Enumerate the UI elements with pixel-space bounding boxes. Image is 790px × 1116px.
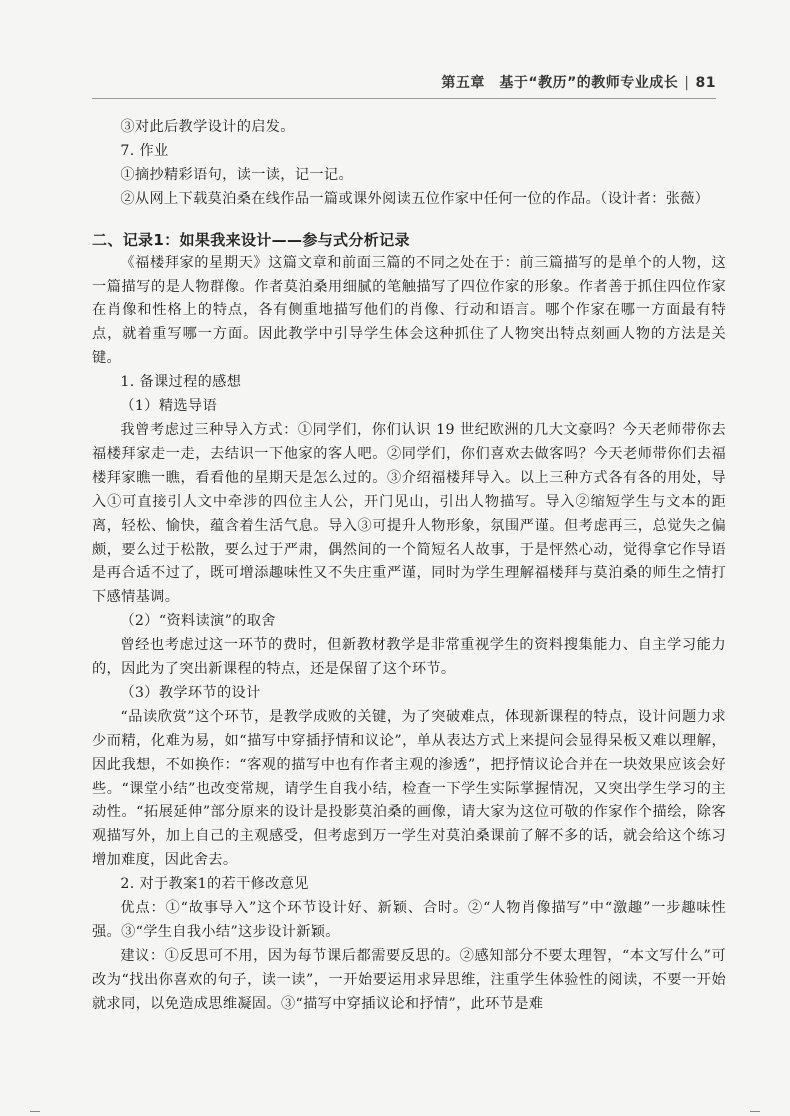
paragraph: 建议：①反思可不用，因为每节课后都需要反思的。②感知部分不要太理智，“本文写什么”可改为“找出你喜欢的句子，读一读”，一开始要运用求异思维，注重学生体验性的阅读，不要一开始就求同，以免造成思维凝固。③“描写中穿插议论和抒情”，此环节是难 [92,947,726,1012]
running-header [92,72,716,92]
page-body [92,116,726,1017]
subheading: （2）“资料读演”的取舍 [120,613,276,630]
header-separator: | [684,75,690,91]
paragraph: 曾经也考虑过这一环节的费时，但新教材教学是非常重视学生的资料搜集能力、自主学习能力的，因此为了突出新课程的特点，还是保留了这个环节。 [92,637,726,678]
subheading: （1）精选导语 [120,398,217,415]
homework-heading: 7. 作业 [120,142,169,159]
paragraph: 优点：①“故事导入”这个环节设计好、新颖、合时。②“人物肖像描写”中“激趣”一步趣味性强。③“学生自我小结”这步设计新颖。 [92,900,726,940]
paragraph: ②从网上下载莫泊桑在线作品一篇或课外阅读五位作家中任何一位的作品。（设计者：张薇） [120,190,710,207]
paragraph: 我曾考虑过三种导入方式：①同学们，你们认识 19 世纪欧洲的几大文豪吗？今天老师带你去福楼拜家走一走，去结识一下他家的客人吧。②同学们，你们喜欢去做客吗？今天老师带你们去福楼拜家瞧一瞧，看看他的星期天是怎么过的。③介绍福楼拜导入。以上三种方式各有各的用处，导入①可直接引人文中牵涉的四位主人公，开门见山，引出人物描写。导入②缩短学生与文本的距离，轻松、愉快，蕴含着生活气息。导入③可提升人物形象，氛围严谨。但考虑再三，总觉失之偏颇，要么过于松散，要么过于严肃，偶然间的一个简短名人故事，于是怦然心动，觉得拿它作导语是再合适不过了，既可增添趣味性又不失庄重严谨，同时为学生理解福楼拜与莫泊桑的师生之情打下感情基调。 [92,421,726,606]
section-intro: 《福楼拜家的星期天》这篇文章和前面三篇的不同之处在于：前三篇描写的是单个的人物，这一篇描写的是人物群像。作者莫泊桑用细腻的笔触描写了四位作家的形象。作者善于抓住四位作家在肖像和性格上的特点，各有侧重地描写他们的肖像、行动和语言。哪个作家在哪一方面最有特点，就着重写哪一方面。因此教学中引导学生体会这种抓住了人物突出特点刻画人物的方法是关键。 [92,254,726,367]
header-rule [92,98,716,99]
subheading: （3）教学环节的设计 [120,684,261,701]
chapter-title: 第五章 基于“教历”的教师专业成长 [441,75,679,91]
subheading: 2. 对于教案1的若干修改意见 [120,876,309,893]
paragraph: “品读欣赏”这个环节，是教学成败的关键，为了突破难点，体现新课程的特点，设计问题力求少而精，化难为易，如“描写中穿插抒情和议论”，单从表达方式上来提问会显得呆板又难以理解，因此我想，不如换作：“客观的描写中也有作者主观的渗透”，把抒情议论合并在一块效果应该会好些。“课堂小结”也改变常规，请学生自我小结，检查一下学生实际掌握情况，又突出学生学习的主动性。“拓展延伸”部分原来的设计是投影莫泊桑的画像，请大家为这位可敬的作家作个描绘，除客观描写外，加上自己的主观感受，但考虑到万一学生对莫泊桑课前了解不多的话，就会给这个练习增加难度，因此舍去。 [92,708,726,869]
paragraph: ③对此后教学设计的启发。 [120,119,295,135]
paragraph: ①摘抄精彩语句，读一读，记一记。 [120,166,353,183]
section-title: 二、记录1：如果我来设计——参与式分析记录 [92,230,410,249]
page-number: 81 [695,75,716,91]
crop-mark [30,1111,40,1112]
subheading: 1. 备课过程的感想 [120,374,242,391]
crop-mark [750,1111,760,1112]
